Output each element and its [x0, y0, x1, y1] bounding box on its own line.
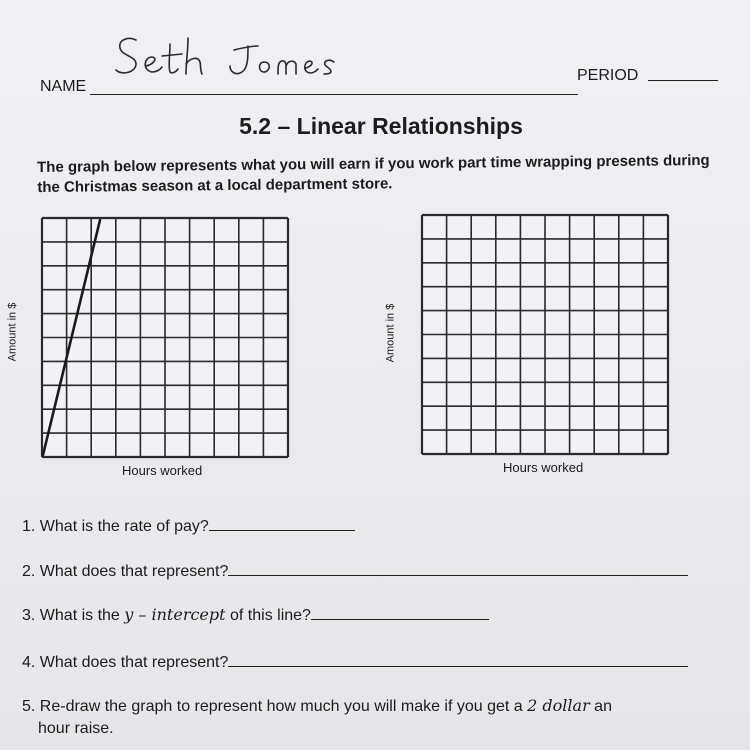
y-axis-label-right: Amount in $: [384, 303, 397, 363]
handwritten-signature: [112, 30, 362, 90]
question-number: 1.: [22, 518, 36, 535]
question-number: 5.: [22, 698, 36, 715]
page-title: 5.2 – Linear Relationships: [239, 113, 523, 139]
question-text: of this line?: [230, 607, 311, 624]
math-term: 2 dollar: [527, 696, 590, 715]
question-text-continued: hour raise.: [38, 720, 114, 737]
math-term: y – intercept: [124, 605, 226, 624]
instructions-text: The graph below represents what you will earn if you work part time wrapping presents during the Christmas season at a local department store.: [37, 151, 710, 196]
redraw-graph[interactable]: [420, 213, 670, 456]
question-2: [22, 561, 688, 581]
answer-line-1[interactable]: [209, 516, 355, 531]
x-axis-label-left: Hours worked: [122, 463, 203, 478]
period-field[interactable]: [648, 80, 718, 81]
question-number: 4.: [22, 654, 36, 671]
period-label: PERIOD: [577, 67, 639, 84]
question-4: [22, 652, 688, 672]
grid-right[interactable]: [420, 213, 670, 456]
question-text: What does that represent?: [39, 654, 229, 671]
answer-line-4[interactable]: [228, 652, 688, 667]
answer-line-3[interactable]: [311, 605, 489, 620]
name-field[interactable]: [90, 94, 578, 95]
original-graph: [40, 216, 290, 459]
question-text: Re-draw the graph to represent how much you will make if you get a: [39, 698, 523, 715]
question-text: an: [594, 698, 612, 715]
y-axis-label-left: Amount in $: [6, 302, 19, 362]
question-1: [22, 516, 355, 536]
question-5: [22, 695, 732, 740]
question-text: What is the rate of pay?: [39, 518, 209, 535]
answer-line-2[interactable]: [228, 561, 688, 576]
question-text: What does that represent?: [39, 563, 229, 580]
x-axis-label-right: Hours worked: [503, 460, 584, 475]
question-text: What is the: [39, 607, 120, 624]
grid-left: [40, 216, 290, 459]
question-number: 3.: [22, 607, 36, 624]
question-number: 2.: [22, 563, 36, 580]
name-label: NAME: [40, 78, 87, 95]
question-3: [22, 605, 489, 625]
